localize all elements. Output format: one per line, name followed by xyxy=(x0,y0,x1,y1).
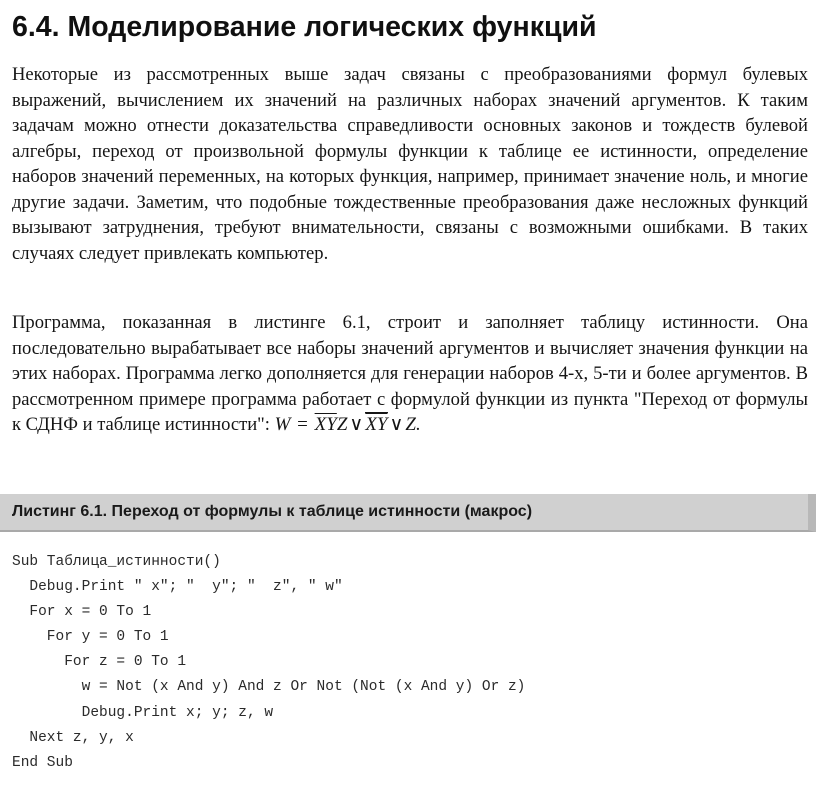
listing-header-bar xyxy=(0,494,816,532)
code-line: For x = 0 To 1 xyxy=(12,604,152,621)
formula-equals: = xyxy=(297,414,308,435)
code-line: Debug.Print x; y; z, w xyxy=(12,704,274,721)
formula-end: . xyxy=(416,414,421,435)
paragraph-program xyxy=(12,310,808,438)
section-heading: 6.4. Моделирование логических функций xyxy=(12,11,597,43)
formula-term1-negated: $\overline{XY}$ xyxy=(314,414,337,435)
formula-term1-z: Z xyxy=(336,414,348,435)
paragraph-intro: Некоторые из рассмотренных выше задач связаны с преобразованиями формул булевых выражений, вычислением их значений на различных наборах значений аргументов. К таким задачам можно отнести доказательства справедливости основных законов и тождеств булевой алгебры, переход от произвольной формулы функции к таблице ее истинности, определение наборов значений переменных, на которых функция, например, принимает значение ноль, и многие другие задачи. Заметим, что подобные тождественные преобразования даже несложных функций вызывают затруднения, требуют внимательности, связаны с возможными ошибками. В таких случаях следует привлекать компьютер. xyxy=(12,64,808,264)
formula-term2-double-negated: $\overline{XY}$ xyxy=(365,414,388,435)
formula-lhs: W xyxy=(274,414,291,435)
formula-or-2: ∨ xyxy=(389,414,404,435)
formula-or-1: ∨ xyxy=(349,414,364,435)
code-line: For y = 0 To 1 xyxy=(12,629,169,646)
code-line: End Sub xyxy=(12,754,73,771)
listing-title: Листинг 6.1. Переход от формулы к таблице истинности (макрос) xyxy=(12,503,533,520)
code-line: For z = 0 To 1 xyxy=(12,654,187,671)
boolean-formula xyxy=(275,412,421,435)
code-line: w = Not (x And y) And z Or Not (Not (x And y) Or z) xyxy=(12,679,526,696)
formula-term3: Z xyxy=(405,414,416,435)
paragraph-program-text: Программа, показанная в листинге 6.1, строит и заполняет таблицу истинности. Она последовательно вырабатывает все наборы значений аргументов и вычисляет значения функции на этих наборах. Программа легко дополняется для генерации наборов 4-х, 5-ти и более аргументов. В рассмотренном примере программа работает с формулой функции из пункта "Переход от формулы к СДНФ и таблице истинности": xyxy=(12,312,808,435)
code-listing xyxy=(12,550,525,776)
code-line: Sub Таблица_истинности() xyxy=(12,554,221,570)
code-line: Next z, y, x xyxy=(12,729,134,746)
code-line: Debug.Print " x"; " y"; " z", " w" xyxy=(12,579,343,596)
